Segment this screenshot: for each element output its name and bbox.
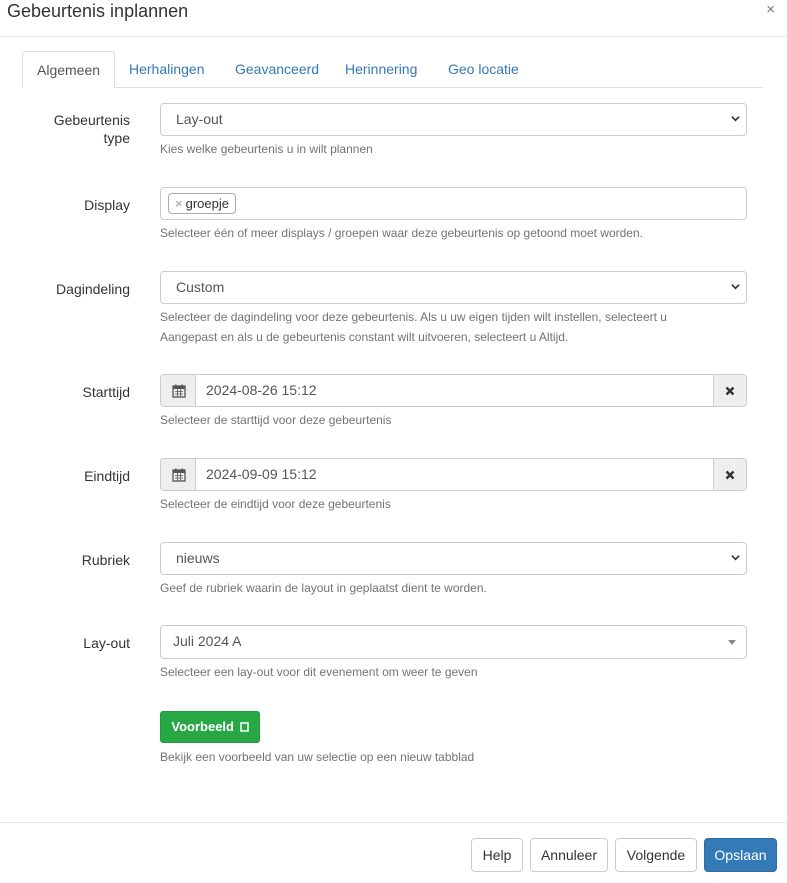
clear-icon <box>725 386 735 396</box>
display-tag <box>168 193 236 214</box>
end-time-value: 2024-09-09 15:12 <box>206 466 317 482</box>
modal-title: Gebeurtenis inplannen <box>7 1 189 21</box>
display-help: Selecteer één of meer displays / groepen waar deze gebeurtenis op getoond moet worden. <box>160 226 643 240</box>
calendar-icon <box>172 384 186 398</box>
start-time-field[interactable] <box>160 374 747 407</box>
tab-geo-location[interactable]: Geo locatie <box>448 61 519 77</box>
tag-remove-icon[interactable]: × <box>175 196 183 211</box>
tab-advanced[interactable]: Geavanceerd <box>235 61 320 77</box>
close-icon[interactable]: × <box>766 1 775 18</box>
chevron-down-icon <box>731 282 740 291</box>
clear-icon <box>725 470 735 480</box>
dayparting-help-line1: Selecteer de dagindeling voor deze gebeurtenis. Als u uw eigen tijden wilt instellen, selecteert u <box>160 310 667 324</box>
layout-label: Lay-out <box>83 635 130 651</box>
event-type-value: Lay-out <box>176 111 223 127</box>
save-button[interactable]: Opslaan <box>704 838 777 872</box>
display-label: Display <box>84 197 130 213</box>
layout-select[interactable] <box>160 625 747 659</box>
start-clear-addon[interactable] <box>713 375 746 406</box>
dayparting-help <box>160 307 730 347</box>
end-time-label: Eindtijd <box>84 468 130 484</box>
chevron-down-icon <box>731 114 740 123</box>
external-link-icon <box>240 722 249 732</box>
event-type-label-line1: Gebeurtenis <box>53 112 130 128</box>
modal-header <box>0 0 787 37</box>
calendar-icon <box>172 468 186 482</box>
layout-value: Juli 2024 A <box>173 633 242 649</box>
event-type-help: Kies welke gebeurtenis u in wilt plannen <box>160 142 373 156</box>
start-time-label: Starttijd <box>82 384 130 400</box>
category-label: Rubriek <box>81 552 130 568</box>
layout-help: Selecteer een lay-out voor dit evenement om weer te geven <box>160 665 478 679</box>
modal-footer <box>0 822 787 883</box>
dayparting-help-line2: Aangepast en als u de gebeurtenis constant wilt uitvoeren, selecteert u Altijd. <box>160 330 569 344</box>
tab-repeats[interactable]: Herhalingen <box>129 61 205 77</box>
chevron-down-icon <box>731 553 740 562</box>
event-type-label <box>54 111 130 147</box>
start-time-help: Selecteer de starttijd voor deze gebeurtenis <box>160 413 392 427</box>
display-multiselect[interactable] <box>160 187 747 220</box>
tab-general[interactable]: Algemeen <box>22 51 115 88</box>
start-calendar-addon[interactable] <box>161 375 196 406</box>
end-time-help: Selecteer de eindtijd voor deze gebeurtenis <box>160 497 391 511</box>
tab-reminder[interactable]: Herinnering <box>345 61 418 77</box>
category-value: nieuws <box>176 550 220 566</box>
event-type-select[interactable] <box>160 103 747 136</box>
display-tag-label: groepje <box>185 196 229 211</box>
preview-help: Bekijk een voorbeeld van uw selectie op een nieuw tabblad <box>160 750 475 764</box>
category-select[interactable] <box>160 542 747 575</box>
tab-bar <box>22 51 763 88</box>
start-time-value: 2024-08-26 15:12 <box>206 382 317 398</box>
end-time-field[interactable] <box>160 458 747 491</box>
caret-down-icon <box>728 640 736 645</box>
help-button[interactable]: Help <box>471 838 523 872</box>
dayparting-value: Custom <box>176 279 225 295</box>
dayparting-label: Dagindeling <box>56 281 130 297</box>
category-help: Geef de rubriek waarin de layout in geplaatst dient te worden. <box>160 581 487 595</box>
preview-button[interactable] <box>160 711 260 743</box>
end-clear-addon[interactable] <box>713 459 746 490</box>
event-type-label-line2: type <box>103 130 130 146</box>
cancel-button[interactable]: Annuleer <box>530 838 608 872</box>
end-calendar-addon[interactable] <box>161 459 196 490</box>
next-button[interactable]: Volgende <box>615 838 697 872</box>
preview-label: Voorbeeld <box>171 719 234 734</box>
dayparting-select[interactable] <box>160 271 747 304</box>
